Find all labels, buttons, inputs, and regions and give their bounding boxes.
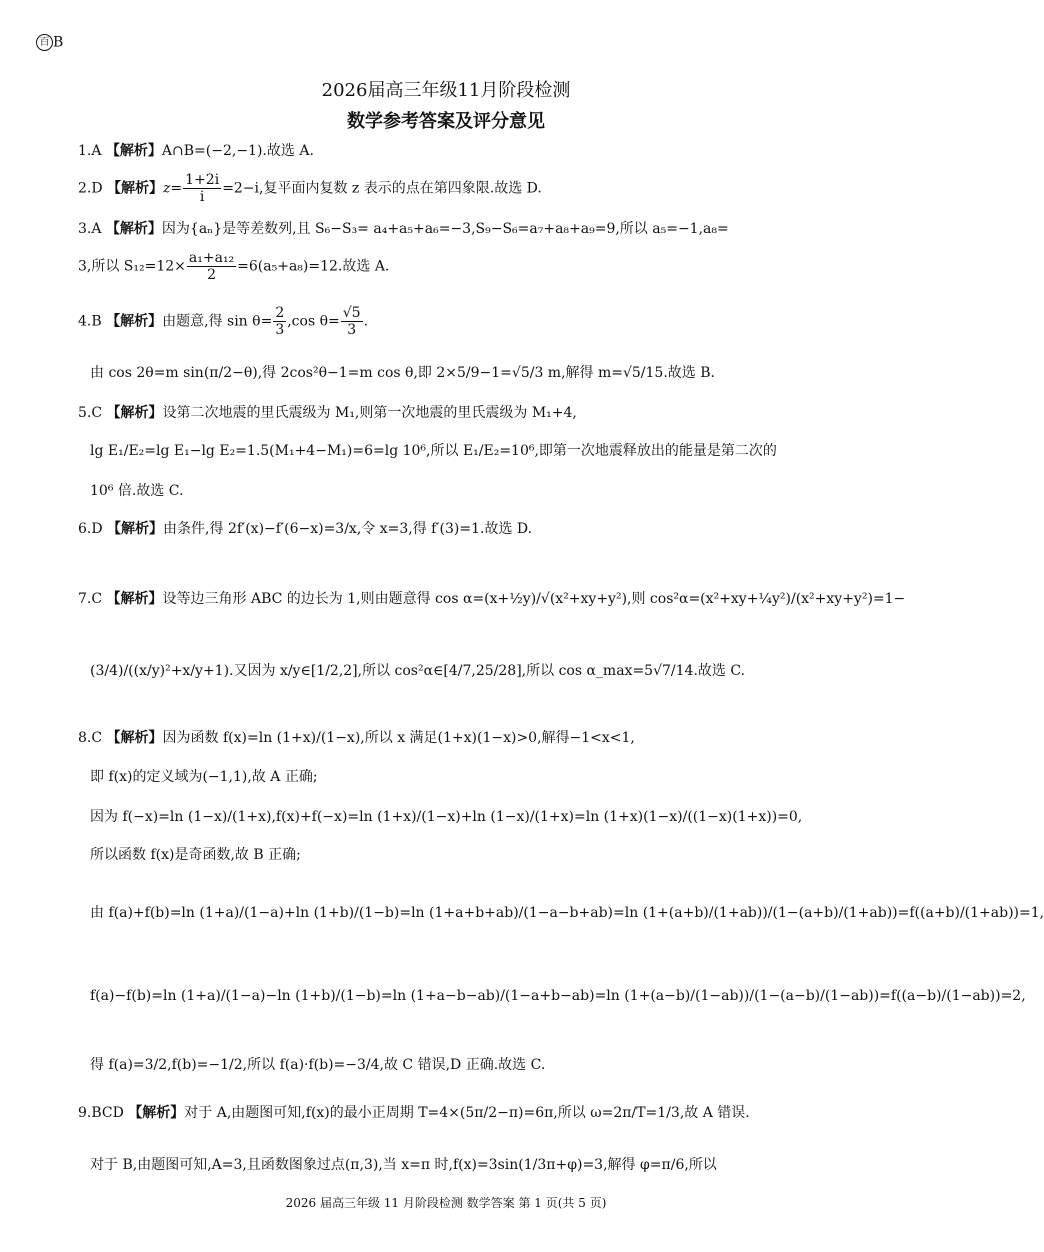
- answer-3-cont: 3,所以 S₁₂=12× $\frac{\text{a₁+a₁₂}}{2}$ =6(a₅+a₈)=12.故选 A.: [78, 250, 390, 283]
- answer-8: 8.C 【解析】因为函数 f(x)=ln (1+x)/(1−x),所以 x 满足(1+x)(1−x)>0,解得−1<x<1,: [78, 730, 635, 746]
- answer-7: 7.C 【解析】设等边三角形 ABC 的边长为 1,则由题意得 cos α=(x+½y)/√(x²+xy+y²),则 cos²α=(x²+xy+¼y²)/(x²+xy+y²)=1−: [78, 591, 906, 607]
- answer-5-cont2: 10⁶ 倍.故选 C.: [90, 483, 184, 499]
- answer-4: 4.B 【解析】由题意,得 sin θ= $\frac{2}{3}$ ,cos θ= $\frac{√5}{3}$ .: [78, 305, 369, 338]
- fraction: $\frac{1+2i}{i}$: [185, 172, 220, 205]
- answer-8-l7: 得 f(a)=3/2,f(b)=−1/2,所以 f(a)·f(b)=−3/4,故 C 错误,D 正确.故选 C.: [90, 1057, 546, 1073]
- logo: 百 B: [36, 34, 63, 51]
- answer-2: 2.D 【解析】z= $\frac{1+2i}{i}$ =2−i,复平面内复数 z 表示的点在第四象限.故选 D.: [78, 172, 542, 205]
- answer-8-l5: 由 f(a)+f(b)=ln (1+a)/(1−a)+ln (1+b)/(1−b)=ln (1+a+b+ab)/(1−a−b+ab)=ln (1+(a+b)/(1+ab))/(1−(a+b)/(1+ab))=f((a+b)/(1+ab))=1,: [90, 905, 1044, 921]
- answer-5: 5.C 【解析】设第二次地震的里氏震级为 M₁,则第一次地震的里氏震级为 M₁+4,: [78, 405, 577, 421]
- page-footer: 2026 届高三年级 11 月阶段检测 数学答案 第 1 页(共 5 页): [285, 1196, 607, 1210]
- page-subtitle: 数学参考答案及评分意见: [347, 111, 545, 132]
- page-title: 2026届高三年级11月阶段检测: [321, 80, 571, 101]
- answer-9-cont: 对于 B,由题图可知,A=3,且函数图象过点(π,3),当 x=π 时,f(x)=3sin(1/3π+φ)=3,解得 φ=π/6,所以: [90, 1157, 717, 1173]
- answer-1: 1.A 【解析】A∩B=(−2,−1).故选 A.: [78, 143, 314, 159]
- fraction: $\frac{\text{a₁+a₁₂}}{2}$: [188, 250, 235, 283]
- answer-8-l4: 所以函数 f(x)是奇函数,故 B 正确;: [90, 847, 301, 863]
- answer-8-l3: 因为 f(−x)=ln (1−x)/(1+x),f(x)+f(−x)=ln (1+x)/(1−x)+ln (1−x)/(1+x)=ln (1+x)(1−x)/((1−x)(1+x))=0,: [90, 809, 803, 825]
- answer-3: 3.A 【解析】因为{aₙ}是等差数列,且 S₆−S₃= a₄+a₅+a₆=−3,S₉−S₆=a₇+a₈+a₉=9,所以 a₅=−1,a₈=: [78, 221, 729, 237]
- answer-4-cont: 由 cos 2θ=m sin(π/2−θ),得 2cos²θ−1=m cos θ,即 2×5/9−1=√5/3 m,解得 m=√5/15.故选 B.: [90, 365, 715, 381]
- answer-8-l6: f(a)−f(b)=ln (1+a)/(1−a)−ln (1+b)/(1−b)=ln (1+a−b−ab)/(1−a+b−ab)=ln (1+(a−b)/(1−ab))/(1−(a−b)/(1−ab))=f((a−b)/(1−ab))=2,: [90, 988, 1026, 1004]
- answer-9: 9.BCD 【解析】对于 A,由题图可知,f(x)的最小正周期 T=4×(5π/2−π)=6π,所以 ω=2π/T=1/3,故 A 错误.: [78, 1105, 750, 1121]
- answer-5-cont: lg E₁/E₂=lg E₁−lg E₂=1.5(M₁+4−M₁)=6=lg 10⁶,所以 E₁/E₂=10⁶,即第一次地震释放出的能量是第二次的: [90, 443, 777, 459]
- answer-7-cont: (3/4)/((x/y)²+x/y+1).又因为 x/y∈[1/2,2],所以 cos²α∈[4/7,25/28],所以 cos α_max=5√7/14.故选 C.: [90, 663, 746, 679]
- answer-6: 6.D 【解析】由条件,得 2f′(x)−f′(6−x)=3/x,令 x=3,得 f′(3)=1.故选 D.: [78, 521, 533, 537]
- logo-circle: 百: [36, 34, 53, 51]
- answer-8-l2: 即 f(x)的定义域为(−1,1),故 A 正确;: [90, 769, 318, 785]
